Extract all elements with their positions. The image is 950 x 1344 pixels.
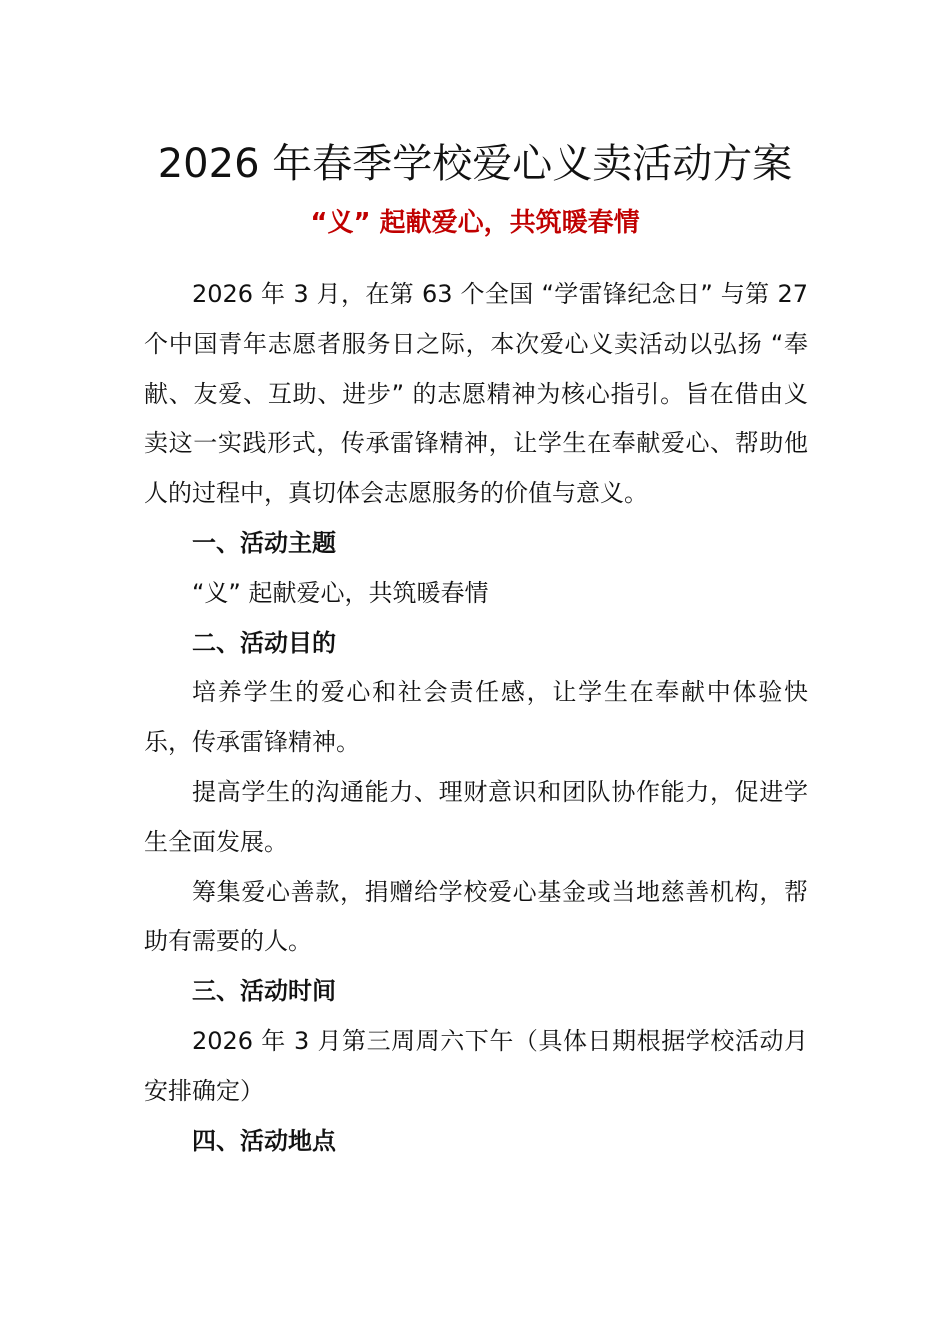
section-heading-purpose: 二、活动目的 — [192, 628, 336, 657]
theme-paragraph: “义” 起献爱心，共筑暖春情 — [192, 578, 489, 607]
section-heading-time: 三、活动时间 — [192, 977, 336, 1006]
purpose-paragraph-1: 培养学生的爱心和社会责任感，让学生在奉献中体验快乐，传承雷锋精神。 — [144, 678, 808, 757]
section-heading-theme: 一、活动主题 — [192, 528, 336, 557]
intro-paragraph: 2026 年 3 月，在第 63 个全国 “学雷锋纪念日” 与第 27 个中国青年志愿者服务日之际，本次爱心义卖活动以弘扬 “奉献、友爱、互助、进步” 的志愿精神为核心指引。旨在借由义卖这一实践形式，传承雷锋精神，让学生在奉献爱心、帮助他人的过程中，真切体会志愿服务的价值与意义。 — [144, 280, 808, 508]
section-heading-location: 四、活动地点 — [192, 1126, 336, 1155]
document-body — [144, 270, 808, 1166]
purpose-paragraph-3: 筹集爱心善款，捐赠给学校爱心基金或当地慈善机构，帮助有需要的人。 — [144, 877, 808, 956]
document-subtitle: “义” 起献爱心，共筑暖春情 — [310, 208, 640, 238]
purpose-paragraph-2: 提高学生的沟通能力、理财意识和团队协作能力，促进学生全面发展。 — [144, 777, 808, 856]
time-paragraph: 2026 年 3 月第三周周六下午（具体日期根据学校活动月安排确定） — [144, 1026, 808, 1105]
document-title: 2026 年春季学校爱心义卖活动方案 — [157, 141, 793, 187]
